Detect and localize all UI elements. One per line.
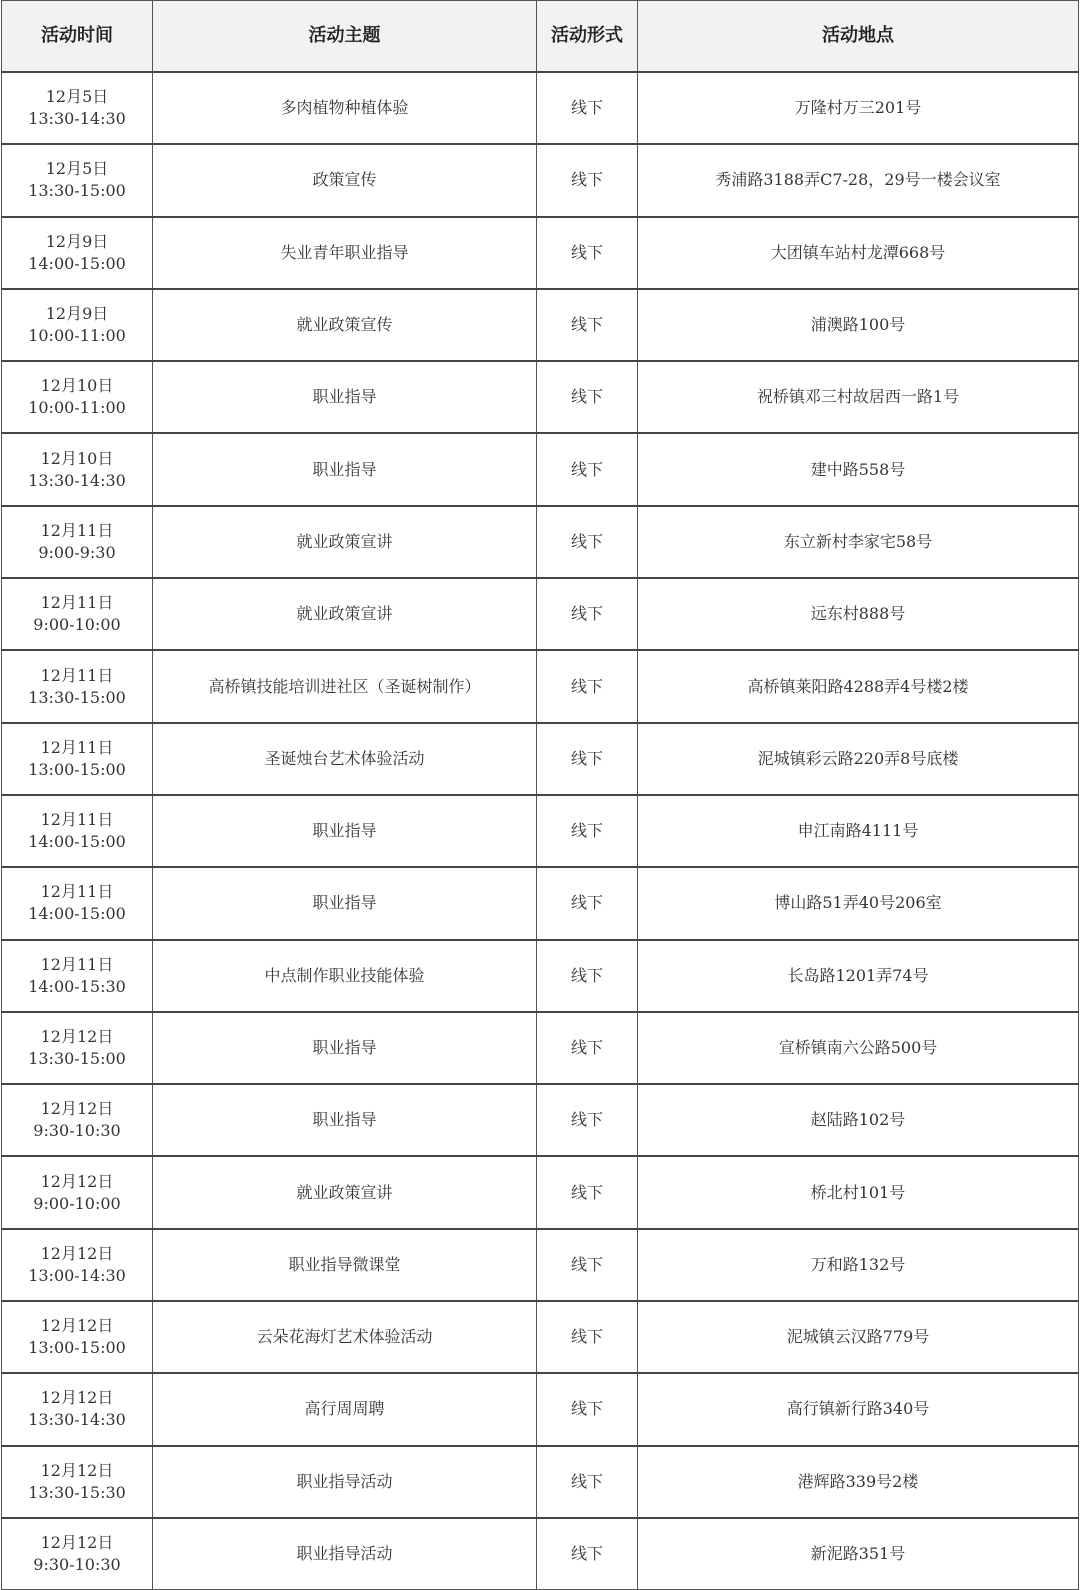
- table-row: [2, 578, 1079, 650]
- cell-date: 12月12日: [40, 1243, 114, 1263]
- cell-time: [2, 1229, 153, 1301]
- cell-form: 线下: [537, 506, 638, 578]
- cell-time: [2, 1446, 153, 1518]
- cell-time: [2, 723, 153, 795]
- cell-topic: 职业指导: [153, 867, 537, 939]
- table-row: [2, 217, 1079, 289]
- table-row: [2, 506, 1079, 578]
- cell-place: 大团镇车站村龙潭668号: [638, 217, 1079, 289]
- cell-place: 祝桥镇邓三村故居西一路1号: [638, 361, 1079, 433]
- cell-place: 新泥路351号: [638, 1518, 1079, 1590]
- cell-time-range: 13:30-15:00: [28, 687, 126, 707]
- table-row: [2, 1156, 1079, 1228]
- cell-topic: 高行周周聘: [153, 1373, 537, 1445]
- cell-place: 泥城镇彩云路220弄8号底楼: [638, 723, 1079, 795]
- cell-form: 线下: [537, 1373, 638, 1445]
- table-row: [2, 1373, 1079, 1445]
- cell-time-range: 13:30-15:30: [28, 1482, 126, 1502]
- table-row: [2, 1518, 1079, 1590]
- cell-time: [2, 1156, 153, 1228]
- cell-date: 12月10日: [40, 448, 114, 468]
- cell-form: 线下: [537, 289, 638, 361]
- cell-topic: 职业指导: [153, 361, 537, 433]
- cell-date: 12月5日: [45, 159, 109, 179]
- cell-topic: 职业指导: [153, 795, 537, 867]
- cell-time: [2, 289, 153, 361]
- cell-date: 12月11日: [40, 882, 114, 902]
- cell-date: 12月12日: [40, 1388, 114, 1408]
- table-row: [2, 795, 1079, 867]
- cell-date: 12月9日: [45, 231, 109, 251]
- cell-topic: 多肉植物种植体验: [153, 72, 537, 144]
- cell-time-range: 14:00-15:30: [28, 976, 126, 996]
- cell-place: 博山路51弄40号206室: [638, 867, 1079, 939]
- cell-topic: 高桥镇技能培训进社区（圣诞树制作）: [153, 650, 537, 722]
- cell-form: 线下: [537, 650, 638, 722]
- cell-place: 东立新村李家宅58号: [638, 506, 1079, 578]
- table-body: [2, 72, 1079, 1590]
- header-topic: 活动主题: [153, 1, 537, 73]
- table-row: [2, 1084, 1079, 1156]
- cell-form: 线下: [537, 1084, 638, 1156]
- cell-place: 桥北村101号: [638, 1156, 1079, 1228]
- cell-time: [2, 1301, 153, 1373]
- cell-time-range: 10:00-11:00: [28, 398, 126, 418]
- cell-date: 12月11日: [40, 593, 114, 613]
- cell-form: 线下: [537, 1229, 638, 1301]
- cell-time: [2, 506, 153, 578]
- cell-place: 申江南路4111号: [638, 795, 1079, 867]
- cell-form: 线下: [537, 217, 638, 289]
- cell-form: 线下: [537, 72, 638, 144]
- cell-place: 秀浦路3188弄C7-28，29号一楼会议室: [638, 144, 1079, 216]
- cell-date: 12月12日: [40, 1460, 114, 1480]
- cell-time-range: 13:30-14:30: [28, 470, 126, 490]
- cell-time-range: 14:00-15:00: [28, 253, 126, 273]
- cell-place: 万隆村万三201号: [638, 72, 1079, 144]
- table-row: [2, 144, 1079, 216]
- cell-place: 宣桥镇南六公路500号: [638, 1012, 1079, 1084]
- cell-time-range: 13:00-15:00: [28, 1338, 126, 1358]
- cell-time: [2, 72, 153, 144]
- cell-time: [2, 867, 153, 939]
- cell-date: 12月12日: [40, 1533, 114, 1553]
- cell-time: [2, 361, 153, 433]
- cell-time: [2, 433, 153, 505]
- cell-date: 12月5日: [45, 87, 109, 107]
- table-row: [2, 433, 1079, 505]
- cell-topic: 就业政策宣传: [153, 289, 537, 361]
- cell-date: 12月11日: [40, 520, 114, 540]
- table-row: [2, 940, 1079, 1012]
- cell-form: 线下: [537, 1012, 638, 1084]
- cell-time-range: 13:30-15:00: [28, 1049, 126, 1068]
- cell-form: 线下: [537, 867, 638, 939]
- cell-time: [2, 1012, 153, 1084]
- header-time: 活动时间: [2, 1, 153, 73]
- cell-time: [2, 217, 153, 289]
- cell-place: 高行镇新行路340号: [638, 1373, 1079, 1445]
- cell-topic: 政策宣传: [153, 144, 537, 216]
- cell-topic: 圣诞烛台艺术体验活动: [153, 723, 537, 795]
- table-row: [2, 361, 1079, 433]
- cell-time-range: 13:30-15:00: [28, 181, 126, 201]
- cell-place: 建中路558号: [638, 433, 1079, 505]
- cell-form: 线下: [537, 361, 638, 433]
- cell-topic: 职业指导: [153, 1012, 537, 1084]
- table-row: [2, 1301, 1079, 1373]
- cell-topic: 失业青年职业指导: [153, 217, 537, 289]
- cell-time: [2, 650, 153, 722]
- cell-date: 12月11日: [40, 954, 114, 974]
- cell-time-range: 13:00-14:30: [28, 1265, 126, 1285]
- cell-place: 港辉路339号2楼: [638, 1446, 1079, 1518]
- cell-place: 高桥镇莱阳路4288弄4号楼2楼: [638, 650, 1079, 722]
- cell-time-range: 14:00-15:00: [28, 904, 126, 924]
- table-row: [2, 1012, 1079, 1084]
- cell-place: 赵陆路102号: [638, 1084, 1079, 1156]
- header-place: 活动地点: [638, 1, 1079, 73]
- cell-date: 12月12日: [40, 1027, 114, 1046]
- cell-topic: 中点制作职业技能体验: [153, 940, 537, 1012]
- cell-time-range: 10:00-11:00: [28, 326, 126, 346]
- cell-topic: 就业政策宣讲: [153, 578, 537, 650]
- cell-form: 线下: [537, 1156, 638, 1228]
- cell-time: [2, 578, 153, 650]
- cell-topic: 就业政策宣讲: [153, 506, 537, 578]
- cell-topic: 职业指导活动: [153, 1446, 537, 1518]
- cell-time-range: 9:00-10:00: [33, 615, 121, 635]
- activity-table: [1, 0, 1079, 1590]
- cell-date: 12月9日: [45, 304, 109, 324]
- cell-time: [2, 1084, 153, 1156]
- cell-form: 线下: [537, 940, 638, 1012]
- cell-topic: 职业指导微课堂: [153, 1229, 537, 1301]
- cell-time-range: 9:00-10:00: [33, 1193, 121, 1213]
- cell-form: 线下: [537, 723, 638, 795]
- cell-date: 12月11日: [40, 665, 114, 685]
- cell-form: 线下: [537, 1446, 638, 1518]
- cell-time: [2, 940, 153, 1012]
- cell-time: [2, 1373, 153, 1445]
- cell-form: 线下: [537, 433, 638, 505]
- cell-time-range: 13:30-14:30: [28, 109, 126, 129]
- cell-time-range: 9:00-9:30: [38, 542, 116, 562]
- cell-date: 12月11日: [40, 737, 114, 757]
- cell-date: 12月12日: [40, 1171, 114, 1191]
- cell-time-range: 13:30-14:30: [28, 1410, 126, 1430]
- cell-place: 长岛路1201弄74号: [638, 940, 1079, 1012]
- cell-time-range: 9:30-10:30: [33, 1121, 121, 1141]
- cell-place: 泥城镇云汉路779号: [638, 1301, 1079, 1373]
- cell-form: 线下: [537, 578, 638, 650]
- cell-topic: 职业指导: [153, 433, 537, 505]
- table-header-row: [2, 1, 1079, 73]
- table-row: [2, 650, 1079, 722]
- cell-form: 线下: [537, 144, 638, 216]
- header-form: 活动形式: [537, 1, 638, 73]
- cell-place: 万和路132号: [638, 1229, 1079, 1301]
- table-row: [2, 72, 1079, 144]
- cell-time-range: 13:00-15:00: [28, 759, 126, 779]
- cell-form: 线下: [537, 1518, 638, 1590]
- cell-place: 浦澳路100号: [638, 289, 1079, 361]
- table-row: [2, 867, 1079, 939]
- cell-topic: 就业政策宣讲: [153, 1156, 537, 1228]
- cell-time: [2, 795, 153, 867]
- cell-topic: 职业指导: [153, 1084, 537, 1156]
- cell-date: 12月10日: [40, 376, 114, 396]
- cell-topic: 职业指导活动: [153, 1518, 537, 1590]
- cell-time-range: 14:00-15:00: [28, 832, 126, 852]
- table-row: [2, 1229, 1079, 1301]
- cell-date: 12月12日: [40, 1316, 114, 1336]
- cell-time: [2, 144, 153, 216]
- cell-place: 远东村888号: [638, 578, 1079, 650]
- table-row: [2, 723, 1079, 795]
- cell-date: 12月11日: [40, 810, 114, 830]
- cell-time-range: 9:30-10:30: [33, 1555, 121, 1575]
- cell-time: [2, 1518, 153, 1590]
- table-row: [2, 1446, 1079, 1518]
- cell-form: 线下: [537, 795, 638, 867]
- cell-form: 线下: [537, 1301, 638, 1373]
- table-row: [2, 289, 1079, 361]
- cell-topic: 云朵花海灯艺术体验活动: [153, 1301, 537, 1373]
- cell-date: 12月12日: [40, 1099, 114, 1119]
